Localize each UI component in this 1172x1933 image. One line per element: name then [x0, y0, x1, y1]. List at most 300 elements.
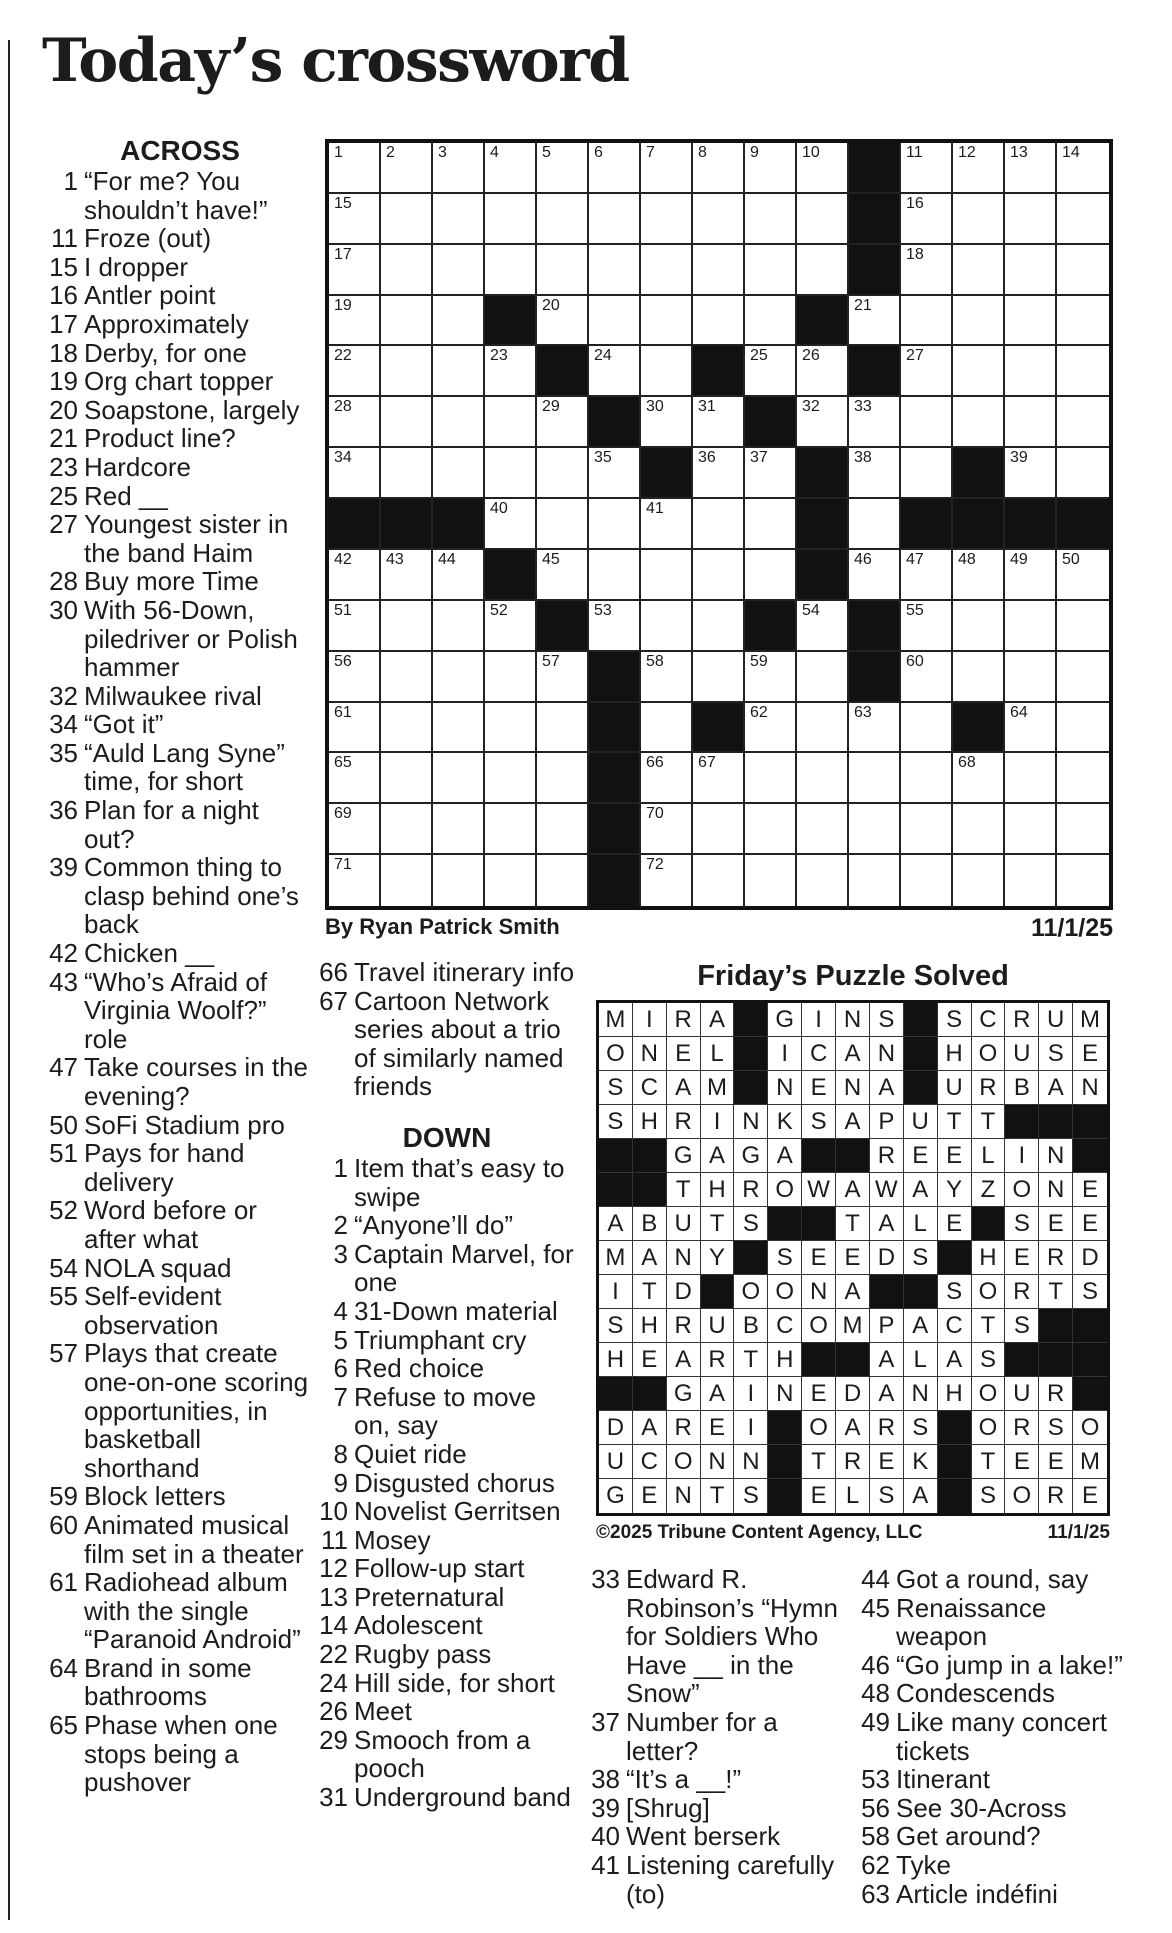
clue-number: 42: [49, 938, 78, 969]
grid-square[interactable]: [641, 804, 693, 855]
grid-square[interactable]: [849, 855, 901, 906]
grid-square[interactable]: [1005, 703, 1057, 754]
grid-square[interactable]: [745, 143, 797, 194]
grid-square[interactable]: [485, 143, 537, 194]
grid-square[interactable]: [433, 601, 485, 652]
square-number: 71: [334, 856, 352, 874]
grid-square[interactable]: [901, 601, 953, 652]
grid-square[interactable]: [953, 550, 1005, 601]
clue-text: Plays that create one-on-one scoring opportunities, in basketball shorthand: [84, 1338, 309, 1483]
grid-square[interactable]: [589, 346, 641, 397]
grid-square[interactable]: [1057, 245, 1109, 296]
grid-square[interactable]: [745, 855, 797, 906]
grid-square[interactable]: [953, 397, 1005, 448]
clue-number: 6: [333, 1353, 348, 1384]
grid-square[interactable]: [381, 346, 433, 397]
clue: [316, 1497, 578, 1526]
grid-square[interactable]: [537, 703, 589, 754]
grid-square[interactable]: [433, 194, 485, 245]
grid-square[interactable]: [641, 346, 693, 397]
solved-letter: A: [904, 1173, 938, 1207]
black-square: [589, 753, 641, 804]
grid-square[interactable]: [1005, 804, 1057, 855]
grid-square[interactable]: [433, 855, 485, 906]
grid-square[interactable]: [1005, 753, 1057, 804]
solved-black-square: [633, 1377, 667, 1411]
grid-square[interactable]: [329, 296, 381, 347]
grid-square[interactable]: [901, 397, 953, 448]
grid-square[interactable]: [1005, 550, 1057, 601]
clue-number: 27: [49, 509, 78, 540]
clue: [316, 1726, 578, 1783]
grid-square[interactable]: [433, 296, 485, 347]
clue-number: 41: [591, 1849, 620, 1880]
grid-square[interactable]: [693, 245, 745, 296]
grid-square[interactable]: [693, 652, 745, 703]
grid-square[interactable]: [329, 652, 381, 703]
clue-number: 15: [49, 251, 78, 282]
solved-letter: R: [701, 1343, 735, 1377]
grid-square[interactable]: [1005, 448, 1057, 499]
grid-square[interactable]: [693, 855, 745, 906]
grid-square[interactable]: [641, 245, 693, 296]
grid-square[interactable]: [485, 346, 537, 397]
grid-square[interactable]: [901, 652, 953, 703]
grid-square[interactable]: [485, 448, 537, 499]
solved-letter: E: [633, 1343, 667, 1377]
solved-letter: L: [972, 1139, 1006, 1173]
clue-number: 14: [319, 1610, 348, 1641]
grid-square[interactable]: [1057, 855, 1109, 906]
grid-square[interactable]: [485, 804, 537, 855]
grid-square[interactable]: [745, 346, 797, 397]
solved-letter: E: [802, 1071, 836, 1105]
solved-letter: S: [938, 1275, 972, 1309]
grid-square[interactable]: [1057, 448, 1109, 499]
clue-text: Youngest sister in the band Haim: [84, 509, 289, 568]
grid-square[interactable]: [589, 296, 641, 347]
grid-square[interactable]: [901, 296, 953, 347]
solved-letter: M: [701, 1071, 735, 1105]
grid-square[interactable]: [433, 143, 485, 194]
solved-black-square: [904, 1037, 938, 1071]
grid-square[interactable]: [745, 550, 797, 601]
grid-square[interactable]: [693, 143, 745, 194]
grid-square[interactable]: [849, 804, 901, 855]
grid-square[interactable]: [433, 753, 485, 804]
grid-square[interactable]: [537, 499, 589, 550]
square-number: 66: [646, 754, 664, 772]
grid-square[interactable]: [641, 499, 693, 550]
grid-square[interactable]: [381, 550, 433, 601]
clues-column-2: [316, 958, 578, 1812]
solved-letter: S: [1005, 1309, 1039, 1343]
square-number: 72: [646, 856, 664, 874]
grid-square[interactable]: [485, 855, 537, 906]
solved-puzzle-title: Friday’s Puzzle Solved: [697, 960, 1009, 992]
grid-square[interactable]: [849, 448, 901, 499]
grid-square[interactable]: [901, 855, 953, 906]
square-number: 3: [438, 144, 447, 161]
clue-text: Disgusted chorus: [354, 1467, 555, 1498]
grid-square[interactable]: [953, 601, 1005, 652]
grid-square[interactable]: [589, 601, 641, 652]
solved-black-square: [1073, 1105, 1107, 1139]
solved-letter: O: [802, 1411, 836, 1445]
solved-black-square: [1073, 1343, 1107, 1377]
grid-square[interactable]: [849, 550, 901, 601]
grid-square[interactable]: [433, 804, 485, 855]
grid-square[interactable]: [485, 499, 537, 550]
grid-square[interactable]: [1005, 601, 1057, 652]
grid-square[interactable]: [849, 703, 901, 754]
grid-square[interactable]: [433, 550, 485, 601]
grid-square[interactable]: [433, 346, 485, 397]
grid-square[interactable]: [329, 448, 381, 499]
solved-letter: U: [1005, 1037, 1039, 1071]
grid-square[interactable]: [433, 245, 485, 296]
solved-black-square: [938, 1241, 972, 1275]
grid-square[interactable]: [953, 804, 1005, 855]
black-square: [901, 499, 953, 550]
grid-square[interactable]: [901, 448, 953, 499]
square-number: 1: [334, 144, 343, 161]
grid-square[interactable]: [641, 753, 693, 804]
solved-letter: S: [972, 1479, 1006, 1513]
solved-letter: N: [1039, 1139, 1073, 1173]
clue-text: Chicken __: [84, 938, 215, 969]
solved-letter: A: [938, 1343, 972, 1377]
clue-number: 1: [333, 1152, 348, 1183]
grid-square[interactable]: [537, 550, 589, 601]
grid-square[interactable]: [537, 753, 589, 804]
solved-letter: R: [667, 1309, 701, 1343]
grid-square[interactable]: [797, 855, 849, 906]
solved-letter: N: [633, 1037, 667, 1071]
clue: [316, 1469, 578, 1498]
grid-square[interactable]: [745, 499, 797, 550]
grid-square[interactable]: [1057, 703, 1109, 754]
grid-square[interactable]: [537, 448, 589, 499]
grid-square[interactable]: [1005, 296, 1057, 347]
grid-square[interactable]: [1005, 194, 1057, 245]
clue-text: Edward R. Robinson’s “Hymn for Soldiers Who Have __ in the Snow”: [626, 1564, 838, 1709]
grid-square[interactable]: [849, 499, 901, 550]
solved-black-square: [768, 1479, 802, 1513]
grid-square[interactable]: [849, 397, 901, 448]
grid-square[interactable]: [1057, 296, 1109, 347]
solved-letter: T: [938, 1105, 972, 1139]
grid-square[interactable]: [381, 601, 433, 652]
grid-square[interactable]: [329, 804, 381, 855]
grid-square[interactable]: [589, 499, 641, 550]
grid-square[interactable]: [589, 448, 641, 499]
solved-letter: A: [836, 1037, 870, 1071]
solved-letter: B: [734, 1309, 768, 1343]
clue: [46, 253, 314, 282]
grid-square[interactable]: [433, 652, 485, 703]
grid-square[interactable]: [537, 194, 589, 245]
clue-text: 31-Down material: [354, 1295, 558, 1326]
solved-black-square: [734, 1003, 768, 1037]
grid-square[interactable]: [329, 601, 381, 652]
grid-square[interactable]: [485, 194, 537, 245]
grid-square[interactable]: [329, 703, 381, 754]
grid-square[interactable]: [797, 194, 849, 245]
grid-square[interactable]: [953, 346, 1005, 397]
grid-square[interactable]: [589, 194, 641, 245]
solved-letter: R: [1005, 1275, 1039, 1309]
grid-square[interactable]: [797, 397, 849, 448]
grid-square[interactable]: [433, 703, 485, 754]
grid-square[interactable]: [797, 143, 849, 194]
grid-square[interactable]: [693, 499, 745, 550]
solved-letter: A: [904, 1309, 938, 1343]
grid-square[interactable]: [901, 346, 953, 397]
solved-letter: N: [667, 1241, 701, 1275]
grid-square[interactable]: [693, 550, 745, 601]
grid-square[interactable]: [329, 550, 381, 601]
grid-square[interactable]: [381, 753, 433, 804]
grid-square[interactable]: [953, 245, 1005, 296]
grid-square[interactable]: [797, 601, 849, 652]
square-number: 52: [490, 601, 508, 619]
grid-square[interactable]: [381, 804, 433, 855]
clue: [316, 1697, 578, 1726]
solved-letter: R: [734, 1173, 768, 1207]
solved-letter: R: [870, 1139, 904, 1173]
grid-square[interactable]: [1057, 804, 1109, 855]
solved-letter: N: [904, 1377, 938, 1411]
square-number: 13: [1010, 144, 1028, 161]
grid-square[interactable]: [381, 296, 433, 347]
square-number: 8: [698, 144, 707, 161]
grid-square[interactable]: [485, 652, 537, 703]
grid-square[interactable]: [1005, 245, 1057, 296]
grid-square[interactable]: [589, 143, 641, 194]
grid-square[interactable]: [745, 652, 797, 703]
solved-letter: O: [802, 1309, 836, 1343]
grid-square[interactable]: [953, 652, 1005, 703]
clue: [316, 1154, 578, 1211]
grid-square[interactable]: [329, 194, 381, 245]
grid-square[interactable]: [641, 397, 693, 448]
grid-square[interactable]: [693, 296, 745, 347]
solved-letter: P: [870, 1309, 904, 1343]
grid-square[interactable]: [1057, 397, 1109, 448]
grid-square[interactable]: [485, 753, 537, 804]
grid-square[interactable]: [641, 143, 693, 194]
grid-square[interactable]: [641, 296, 693, 347]
grid-square[interactable]: [901, 143, 953, 194]
solved-letter: C: [633, 1445, 667, 1479]
solved-black-square: [701, 1275, 735, 1309]
grid-square[interactable]: [381, 652, 433, 703]
square-number: 16: [906, 194, 924, 212]
solved-letter: N: [802, 1275, 836, 1309]
grid-square[interactable]: [433, 448, 485, 499]
grid-square[interactable]: [693, 753, 745, 804]
grid-square[interactable]: [381, 448, 433, 499]
clue-number: 50: [49, 1109, 78, 1140]
grid-square[interactable]: [745, 703, 797, 754]
grid-square[interactable]: [537, 804, 589, 855]
grid-square[interactable]: [1057, 652, 1109, 703]
grid-square[interactable]: [953, 143, 1005, 194]
grid-square[interactable]: [641, 855, 693, 906]
clue-text: Pays for hand delivery: [84, 1138, 245, 1197]
solved-letter: S: [768, 1241, 802, 1275]
grid-square[interactable]: [849, 753, 901, 804]
grid-square[interactable]: [381, 194, 433, 245]
grid-square[interactable]: [745, 753, 797, 804]
grid-square[interactable]: [537, 855, 589, 906]
grid-square[interactable]: [1057, 346, 1109, 397]
clue: [858, 1651, 1130, 1680]
grid-square[interactable]: [901, 804, 953, 855]
solved-letter: D: [1073, 1241, 1107, 1275]
solved-letter: A: [836, 1275, 870, 1309]
grid-square[interactable]: [901, 703, 953, 754]
clue: [46, 367, 314, 396]
clue-number: 36: [49, 795, 78, 826]
grid-square[interactable]: [745, 296, 797, 347]
clue: [46, 396, 314, 425]
grid-square[interactable]: [953, 194, 1005, 245]
grid-square[interactable]: [693, 397, 745, 448]
clue-text: Listening carefully (to): [626, 1849, 835, 1909]
grid-square[interactable]: [901, 550, 953, 601]
grid-square[interactable]: [537, 397, 589, 448]
grid-square[interactable]: [641, 601, 693, 652]
grid-square[interactable]: [797, 245, 849, 296]
solved-letter: C: [633, 1071, 667, 1105]
grid-square[interactable]: [693, 448, 745, 499]
grid-square[interactable]: [329, 753, 381, 804]
grid-square[interactable]: [641, 703, 693, 754]
grid-square[interactable]: [329, 346, 381, 397]
grid-square[interactable]: [797, 652, 849, 703]
solved-letter: N: [870, 1037, 904, 1071]
grid-square[interactable]: [381, 855, 433, 906]
solved-letter: K: [768, 1105, 802, 1139]
grid-square[interactable]: [901, 194, 953, 245]
grid-square[interactable]: [485, 397, 537, 448]
grid-square[interactable]: [485, 703, 537, 754]
grid-square[interactable]: [329, 245, 381, 296]
solved-letter: M: [1073, 1003, 1107, 1037]
clue-number: 26: [319, 1696, 348, 1727]
grid-square[interactable]: [537, 245, 589, 296]
grid-square[interactable]: [797, 703, 849, 754]
grid-square[interactable]: [537, 143, 589, 194]
solved-letter: C: [768, 1309, 802, 1343]
black-square: [849, 245, 901, 296]
grid-square[interactable]: [641, 652, 693, 703]
solved-letter: T: [972, 1309, 1006, 1343]
grid-square[interactable]: [797, 804, 849, 855]
grid-square[interactable]: [953, 296, 1005, 347]
clue: [46, 682, 314, 711]
clue: [858, 1594, 1130, 1651]
solved-letter: A: [633, 1241, 667, 1275]
grid-square[interactable]: [381, 703, 433, 754]
solved-black-square: [972, 1207, 1006, 1241]
grid-square[interactable]: [1005, 652, 1057, 703]
grid-square[interactable]: [485, 245, 537, 296]
solved-black-square: [768, 1411, 802, 1445]
solved-letter: H: [938, 1377, 972, 1411]
square-number: 22: [334, 347, 352, 365]
grid-square[interactable]: [797, 753, 849, 804]
grid-square[interactable]: [1005, 397, 1057, 448]
grid-square[interactable]: [329, 397, 381, 448]
grid-square[interactable]: [381, 397, 433, 448]
grid-square[interactable]: [1057, 194, 1109, 245]
grid-square[interactable]: [953, 855, 1005, 906]
grid-square[interactable]: [641, 550, 693, 601]
solved-black-square: [1073, 1309, 1107, 1343]
clue-text: Triumphant cry: [354, 1324, 527, 1355]
grid-square[interactable]: [1057, 550, 1109, 601]
grid-square[interactable]: [589, 245, 641, 296]
grid-square[interactable]: [329, 855, 381, 906]
clue-text: Take courses in the evening?: [84, 1052, 309, 1111]
solved-black-square: [1005, 1105, 1039, 1139]
solved-letter: A: [904, 1479, 938, 1513]
grid-square[interactable]: [901, 753, 953, 804]
grid-square[interactable]: [693, 601, 745, 652]
grid-square[interactable]: [797, 346, 849, 397]
grid-square[interactable]: [589, 550, 641, 601]
solved-black-square: [938, 1411, 972, 1445]
grid-square[interactable]: [537, 296, 589, 347]
solved-letter: L: [836, 1479, 870, 1513]
grid-square[interactable]: [1057, 753, 1109, 804]
grid-square[interactable]: [1057, 143, 1109, 194]
grid-square[interactable]: [745, 804, 797, 855]
grid-square[interactable]: [381, 245, 433, 296]
grid-square[interactable]: [693, 804, 745, 855]
black-square: [1057, 499, 1109, 550]
clue: [316, 1211, 578, 1240]
grid-square[interactable]: [745, 245, 797, 296]
grid-square[interactable]: [433, 397, 485, 448]
grid-square[interactable]: [329, 143, 381, 194]
grid-square[interactable]: [1005, 143, 1057, 194]
solved-letter: T: [633, 1275, 667, 1309]
grid-square[interactable]: [537, 652, 589, 703]
grid-square[interactable]: [745, 448, 797, 499]
grid-square[interactable]: [485, 601, 537, 652]
square-number: 69: [334, 805, 352, 823]
clue: [46, 1282, 314, 1339]
grid-square[interactable]: [849, 296, 901, 347]
clue-number: 25: [49, 480, 78, 511]
clue-text: Adolescent: [354, 1610, 483, 1641]
grid-square[interactable]: [381, 143, 433, 194]
grid-square[interactable]: [745, 194, 797, 245]
grid-square[interactable]: [1005, 855, 1057, 906]
grid-square[interactable]: [1057, 601, 1109, 652]
grid-square[interactable]: [901, 245, 953, 296]
grid-square[interactable]: [641, 194, 693, 245]
grid-square[interactable]: [1005, 346, 1057, 397]
black-square: [433, 499, 485, 550]
clue: [46, 281, 314, 310]
grid-square[interactable]: [693, 194, 745, 245]
grid-square[interactable]: [953, 753, 1005, 804]
